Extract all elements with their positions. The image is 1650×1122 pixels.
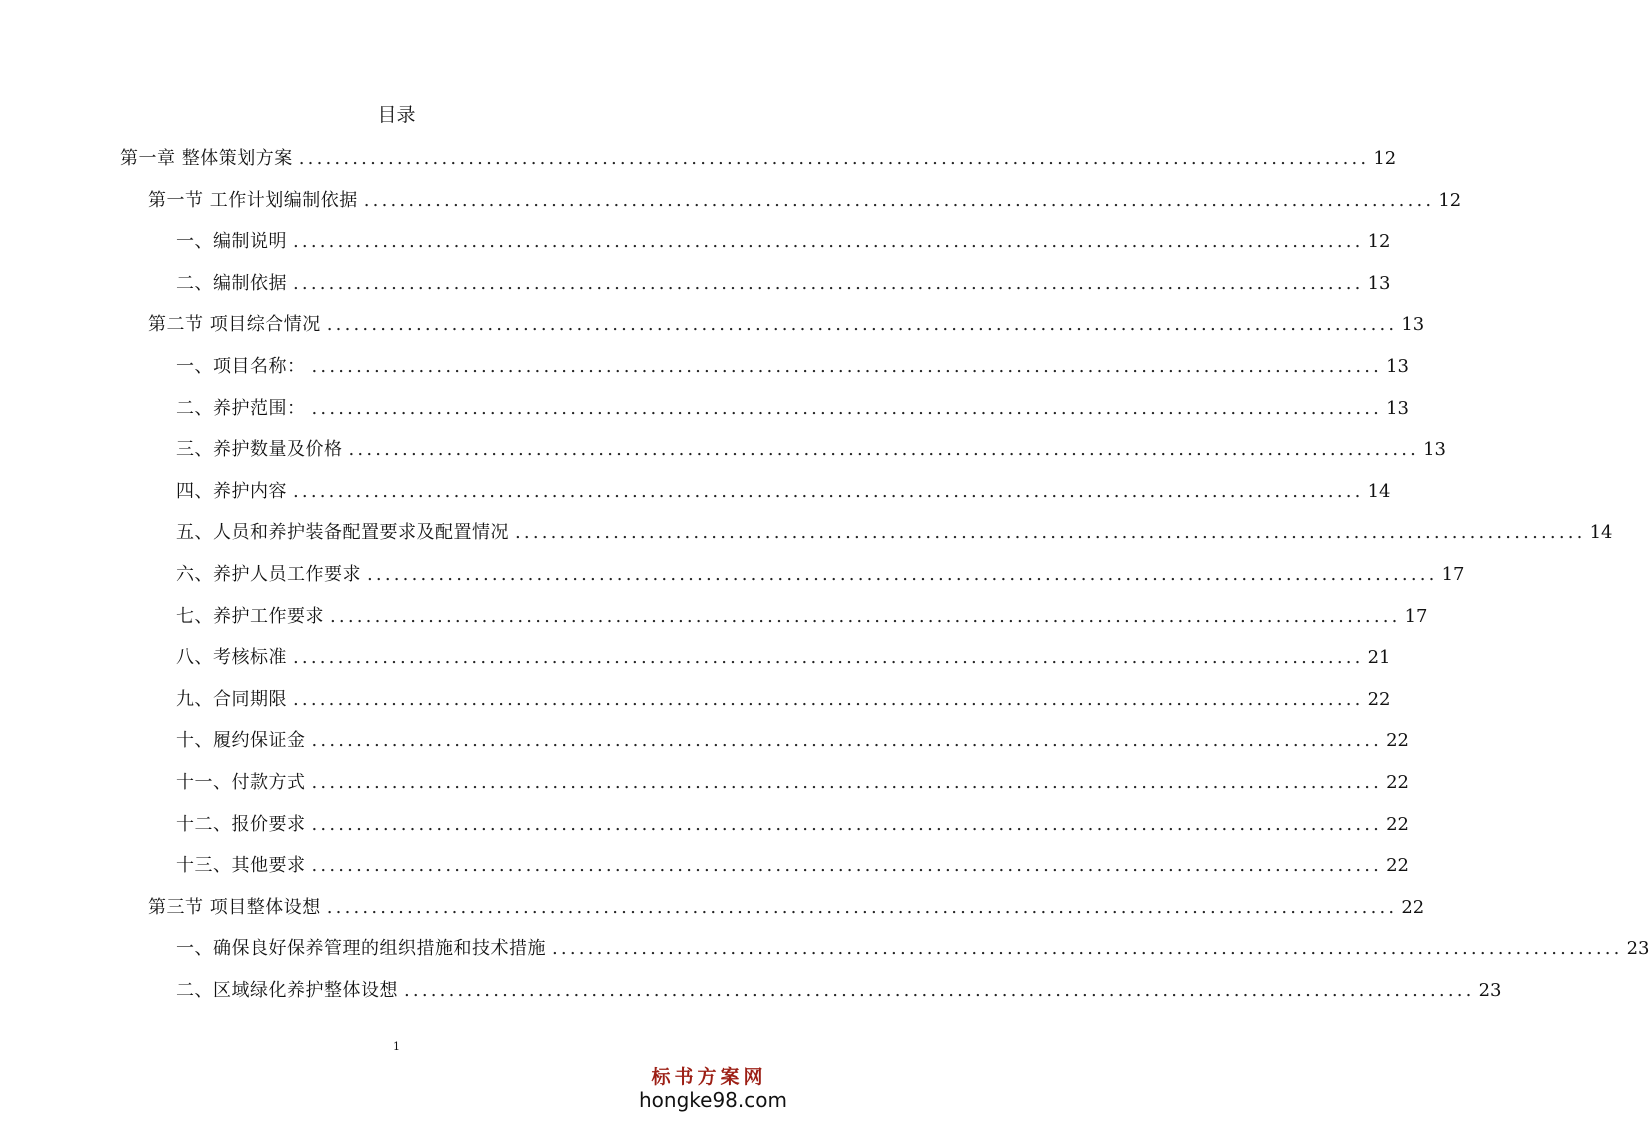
toc-entry[interactable] (176, 976, 1502, 1006)
toc-entry-page: 22 (1386, 814, 1410, 835)
toc-dot-leader: ........................................................................................................................ (311, 772, 1383, 793)
toc-entry[interactable] (176, 435, 1447, 465)
toc-dot-leader: ........................................................................................................................ (348, 439, 1420, 460)
toc-entry-label: 十、履约保证金 (176, 730, 306, 751)
toc-entry-label: 十三、其他要求 (176, 855, 306, 876)
toc-entry-label: 第二节 项目综合情况 (148, 314, 321, 335)
watermark-url: hongke98.com (639, 1088, 787, 1112)
toc-entry[interactable] (176, 810, 1410, 840)
toc-entry[interactable] (176, 227, 1391, 257)
toc-entry-label: 第一章 整体策划方案 (120, 148, 293, 169)
toc-entry-label: 三、养护数量及价格 (176, 439, 343, 460)
toc-entry-page: 22 (1386, 855, 1410, 876)
toc-entry[interactable] (148, 186, 1462, 216)
toc-entry[interactable] (176, 685, 1391, 715)
toc-dot-leader: ........................................................................................................................ (404, 980, 1475, 1001)
toc-entry[interactable] (176, 768, 1410, 798)
toc-entry-label: 二、编制依据 (176, 273, 287, 294)
toc-entry-label: 五、人员和养护装备配置要求及配置情况 (176, 522, 509, 543)
toc-entry-label: 二、养护范围： (176, 398, 306, 419)
toc-dot-leader: ........................................................................................................................ (311, 730, 1383, 751)
toc-entry-label: 二、区域绿化养护整体设想 (176, 980, 398, 1001)
toc-entry-page: 21 (1367, 647, 1391, 668)
toc-title: 目录 (377, 104, 416, 126)
toc-dot-leader: ........................................................................................................................ (293, 689, 1364, 710)
toc-dot-leader: ........................................................................................................................ (293, 273, 1364, 294)
toc-entry-label: 六、养护人员工作要求 (176, 564, 361, 585)
toc-entry-page: 12 (1438, 190, 1462, 211)
toc-entry[interactable] (176, 560, 1465, 590)
toc-entry-label: 十二、报价要求 (176, 814, 306, 835)
toc-entry-page: 13 (1401, 314, 1425, 335)
toc-entry[interactable] (176, 726, 1410, 756)
toc-entry-label: 第三节 项目整体设想 (148, 897, 321, 918)
page-number: 1 (393, 1040, 400, 1053)
toc-entry-page: 13 (1386, 356, 1410, 377)
toc-entry[interactable] (120, 144, 1397, 174)
toc-entry[interactable] (148, 893, 1425, 923)
toc-entry-page: 22 (1401, 897, 1425, 918)
toc-dot-leader: ........................................................................................................................ (311, 356, 1383, 377)
toc-dot-leader: ........................................................................................................................ (311, 398, 1383, 419)
toc-entry-label: 七、养护工作要求 (176, 606, 324, 627)
toc-dot-leader: ........................................................................................................................ (298, 148, 1370, 169)
toc-dot-leader: ........................................................................................................................ (326, 897, 1398, 918)
toc-entry-label: 一、确保良好保养管理的组织措施和技术措施 (176, 938, 546, 959)
toc-entry[interactable] (176, 643, 1391, 673)
toc-entry-label: 八、考核标准 (176, 647, 287, 668)
toc-dot-leader: ........................................................................................................................ (552, 938, 1623, 959)
toc-dot-leader: ........................................................................................................................ (515, 522, 1586, 543)
toc-dot-leader: ........................................................................................................................ (311, 855, 1383, 876)
toc-entry[interactable] (176, 934, 1650, 964)
toc-entry-page: 17 (1404, 606, 1428, 627)
toc-entry[interactable] (148, 310, 1425, 340)
toc-entry-label: 一、编制说明 (176, 231, 287, 252)
toc-entry-page: 12 (1373, 148, 1397, 169)
toc-entry[interactable] (176, 602, 1428, 632)
toc-entry-page: 12 (1367, 231, 1391, 252)
watermark-name: 标书方案网 (651, 1066, 767, 1088)
watermark-logo (639, 1066, 787, 1112)
toc-entry-label: 九、合同期限 (176, 689, 287, 710)
toc-entry-page: 22 (1386, 730, 1410, 751)
toc-entry-page: 14 (1367, 481, 1391, 502)
toc-dot-leader: ........................................................................................................................ (326, 314, 1398, 335)
toc-entry-page: 23 (1478, 980, 1502, 1001)
toc-entry-label: 四、养护内容 (176, 481, 287, 502)
toc-dot-leader: ........................................................................................................................ (293, 647, 1364, 668)
toc-dot-leader: ........................................................................................................................ (330, 606, 1401, 627)
toc-entry-page: 13 (1423, 439, 1447, 460)
toc-entry-label: 第一节 工作计划编制依据 (148, 190, 358, 211)
toc-entry-label: 一、项目名称： (176, 356, 306, 377)
toc-dot-leader: ........................................................................................................................ (363, 190, 1435, 211)
toc-entry-page: 13 (1367, 273, 1391, 294)
toc-entry-page: 22 (1367, 689, 1391, 710)
toc-entry[interactable] (176, 518, 1613, 548)
toc-entry-page: 22 (1386, 772, 1410, 793)
toc-dot-leader: ........................................................................................................................ (367, 564, 1438, 585)
toc-entry-label: 十一、付款方式 (176, 772, 306, 793)
toc-entry-page: 13 (1386, 398, 1410, 419)
toc-dot-leader: ........................................................................................................................ (293, 231, 1364, 252)
toc-dot-leader: ........................................................................................................................ (293, 481, 1364, 502)
toc-entry-page: 17 (1441, 564, 1465, 585)
toc-entry-page: 14 (1589, 522, 1613, 543)
toc-entry-page: 23 (1626, 938, 1650, 959)
toc-entry[interactable] (176, 394, 1410, 424)
toc-entry[interactable] (176, 851, 1410, 881)
toc-dot-leader: ........................................................................................................................ (311, 814, 1383, 835)
toc-entry[interactable] (176, 269, 1391, 299)
toc-entry[interactable] (176, 477, 1391, 507)
toc-entry[interactable] (176, 352, 1410, 382)
